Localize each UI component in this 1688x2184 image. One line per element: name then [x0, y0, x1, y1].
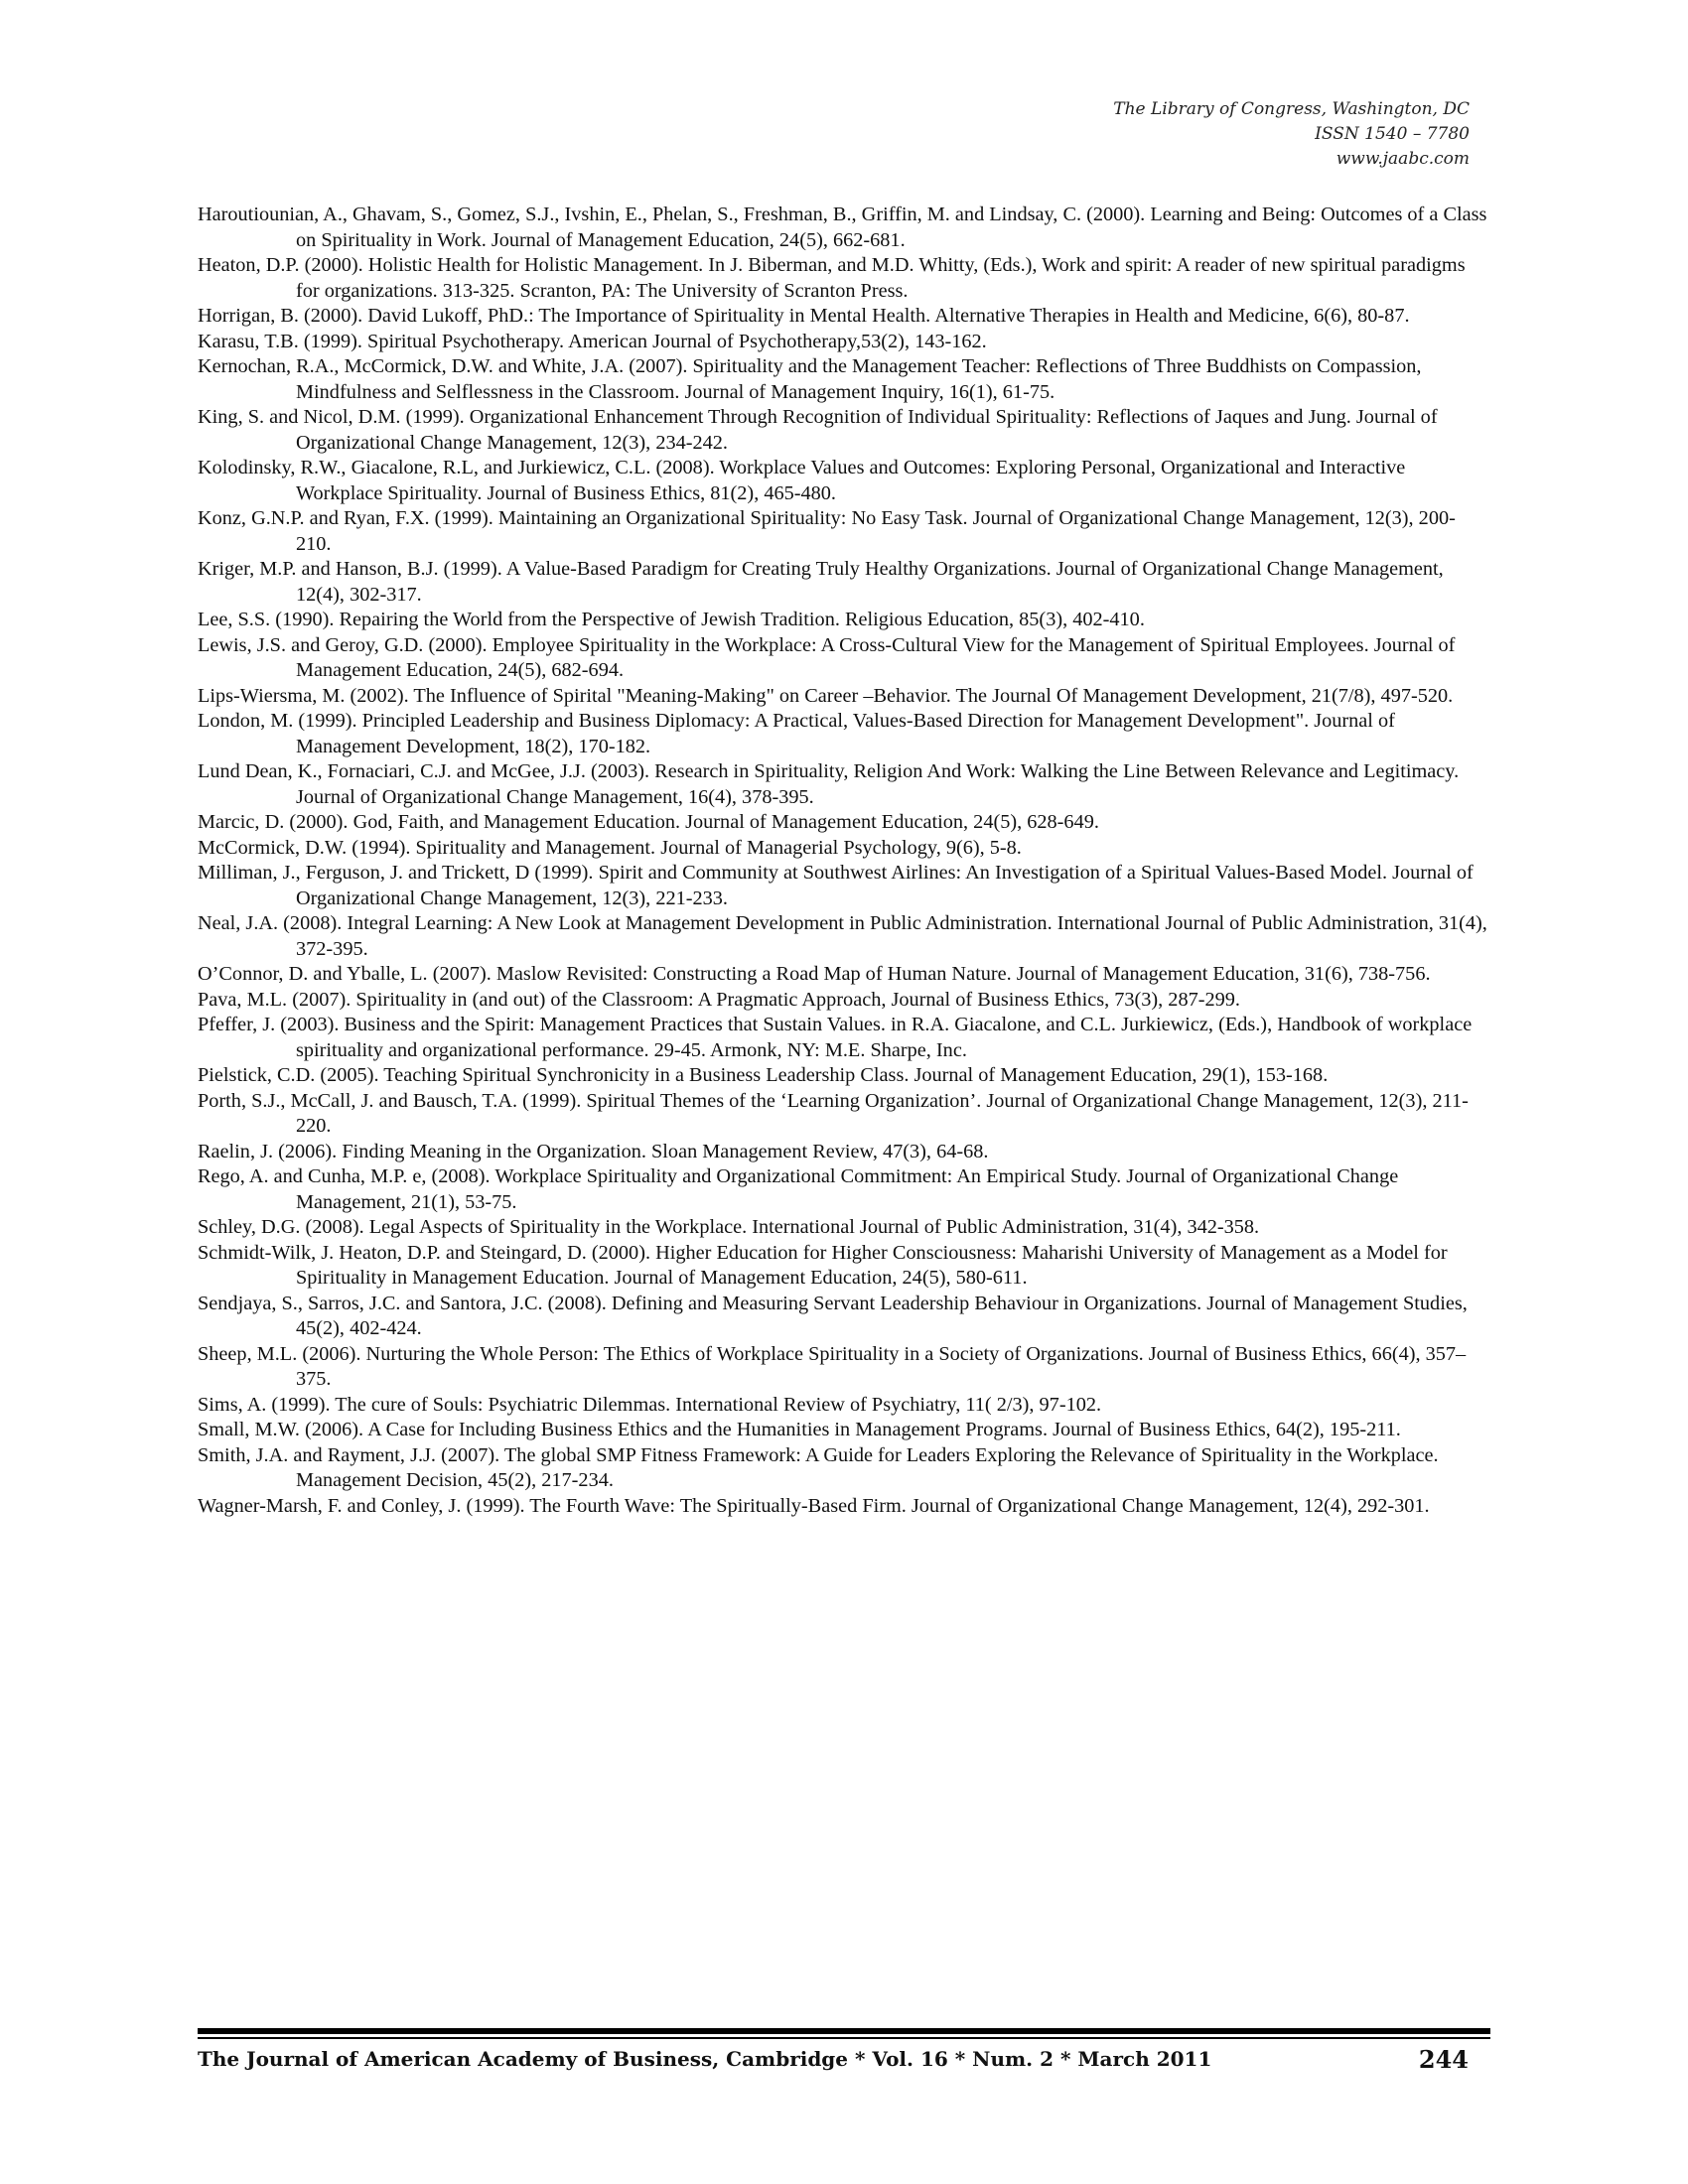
reference-entry: Sendjaya, S., Sarros, J.C. and Santora, J.C. (2008). Defining and Measuring Servant Leadership Behaviour in Organizations. Journal of Management Studies, 45(2), 402-424.	[198, 1292, 1468, 1339]
footer-rule-thin	[198, 2037, 1490, 2039]
reference-entry: Lee, S.S. (1990). Repairing the World from the Perspective of Jewish Tradition. Religious Education, 85(3), 402-410.	[198, 609, 1145, 630]
reference-entry: O’Connor, D. and Yballe, L. (2007). Maslow Revisited: Constructing a Road Map of Human Nature. Journal of Management Education, 31(6), 738-756.	[198, 963, 1431, 985]
reference-entry: Horrigan, B. (2000). David Lukoff, PhD.: The Importance of Spirituality in Mental Health. Alternative Therapies in Health and Medicine, 6(6), 80-87.	[198, 305, 1410, 327]
reference-entry: Konz, G.N.P. and Ryan, F.X. (1999). Maintaining an Organizational Spirituality: No Easy Task. Journal of Organizational Change Management, 12(3), 200-210.	[198, 507, 1456, 555]
footer-rule-thick	[198, 2028, 1490, 2034]
reference-entry: Karasu, T.B. (1999). Spiritual Psychotherapy. American Journal of Psychotherapy,53(2), 143-162.	[198, 330, 987, 352]
reference-entry: Heaton, D.P. (2000). Holistic Health for Holistic Management. In J. Biberman, and M.D. Whitty, (Eds.), Work and spirit: A reader of new spiritual paradigms for organizations. 313-325. Scranton, PA: The University of Scranton Press.	[198, 254, 1466, 302]
footer-journal-title: The Journal of American Academy of Business, Cambridge * Vol. 16 * Num. 2 * March 2011	[198, 2047, 1212, 2071]
reference-entry: Porth, S.J., McCall, J. and Bausch, T.A. (1999). Spiritual Themes of the ‘Learning Organization’. Journal of Organizational Change Management, 12(3), 211-220.	[198, 1089, 1469, 1137]
reference-entry: Neal, J.A. (2008). Integral Learning: A New Look at Management Development in Public Administration. International Journal of Public Administration, 31(4), 372-395.	[198, 912, 1487, 960]
reference-entry: Kolodinsky, R.W., Giacalone, R.L, and Jurkiewicz, C.L. (2008). Workplace Values and Outcomes: Exploring Personal, Organizational and Interactive Workplace Spirituality. Journal of Business Ethics, 81(2), 465-480.	[198, 457, 1406, 504]
reference-entry: Wagner-Marsh, F. and Conley, J. (1999). The Fourth Wave: The Spiritually-Based Firm. Journal of Organizational Change Management, 12(4), 292-301.	[198, 1494, 1430, 1517]
reference-entry: Schmidt-Wilk, J. Heaton, D.P. and Steingard, D. (2000). Higher Education for Higher Consciousness: Maharishi University of Management as a Model for Spirituality in Management Education. Journal of Management Education, 24(5), 580-611.	[198, 1241, 1448, 1289]
header-issn-line: ISSN 1540 – 7780	[1315, 124, 1470, 144]
reference-entry: Marcic, D. (2000). God, Faith, and Management Education. Journal of Management Education, 24(5), 628-649.	[198, 811, 1099, 833]
page-footer	[198, 2047, 1490, 2077]
reference-entry: Haroutiounian, A., Ghavam, S., Gomez, S.J., Ivshin, E., Phelan, S., Freshman, B., Griffin, M. and Lindsay, C. (2000). Learning and Being: Outcomes of a Class on Spirituality in Work. Journal of Management Education, 24(5), 662-681.	[198, 204, 1487, 251]
reference-entry: Lips-Wiersma, M. (2002). The Influence of Spirital "Meaning-Making" on Career –Behavior. The Journal Of Management Development, 21(7/8), 497-520.	[198, 684, 1454, 707]
reference-list	[198, 203, 1488, 1519]
reference-entry: McCormick, D.W. (1994). Spirituality and Management. Journal of Managerial Psychology, 9(6), 5-8.	[198, 836, 1022, 859]
reference-entry: Lewis, J.S. and Geroy, G.D. (2000). Employee Spirituality in the Workplace: A Cross-Cultural View for the Management of Spiritual Employees. Journal of Management Education, 24(5), 682-694.	[198, 633, 1456, 681]
header-library-line: The Library of Congress, Washington, DC	[1113, 99, 1470, 119]
reference-entry: Small, M.W. (2006). A Case for Including Business Ethics and the Humanities in Management Programs. Journal of Business Ethics, 64(2), 195-211.	[198, 1419, 1401, 1440]
header-website-line: www.jaabc.com	[1336, 149, 1470, 169]
reference-entry: Lund Dean, K., Fornaciari, C.J. and McGee, J.J. (2003). Research in Spirituality, Religion And Work: Walking the Line Between Relevance and Legitimacy. Journal of Organizational Change Management, 16(4), 378-395.	[198, 760, 1460, 808]
reference-entry: Pava, M.L. (2007). Spirituality in (and out) of the Classroom: A Pragmatic Approach, Journal of Business Ethics, 73(3), 287-299.	[198, 988, 1240, 1011]
reference-entry: Milliman, J., Ferguson, J. and Trickett, D (1999). Spirit and Community at Southwest Airlines: An Investigation of a Spiritual Values-Based Model. Journal of Organizational Change Management, 12(3), 221-233.	[198, 862, 1474, 909]
page-number: 244	[1418, 2045, 1469, 2074]
reference-entry: Kriger, M.P. and Hanson, B.J. (1999). A Value-Based Paradigm for Creating Truly Healthy Organizations. Journal of Organizational Change Management, 12(4), 302-317.	[198, 558, 1444, 606]
reference-entry: Smith, J.A. and Rayment, J.J. (2007). The global SMP Fitness Framework: A Guide for Leaders Exploring the Relevance of Spirituality in the Workplace. Management Decision, 45(2), 217-234.	[198, 1443, 1439, 1491]
reference-entry: Pielstick, C.D. (2005). Teaching Spiritual Synchronicity in a Business Leadership Class. Journal of Management Education, 29(1), 153-168.	[198, 1064, 1329, 1086]
reference-entry: Sims, A. (1999). The cure of Souls: Psychiatric Dilemmas. International Review of Psychiatry, 11( 2/3), 97-102.	[198, 1393, 1102, 1416]
reference-entry: Raelin, J. (2006). Finding Meaning in the Organization. Sloan Management Review, 47(3), 64-68.	[198, 1140, 989, 1162]
reference-entry: Kernochan, R.A., McCormick, D.W. and White, J.A. (2007). Spirituality and the Management Teacher: Reflections of Three Buddhists on Compassion, Mindfulness and Selflessness in the Classroom. Journal of Management Inquiry, 16(1), 61-75.	[198, 355, 1422, 403]
reference-entry: King, S. and Nicol, D.M. (1999). Organizational Enhancement Through Recognition of Individual Spirituality: Reflections of Jaques and Jung. Journal of Organizational Change Management, 12(3), 234-242.	[198, 406, 1438, 454]
reference-entry: Pfeffer, J. (2003). Business and the Spirit: Management Practices that Sustain Values. in R.A. Giacalone, and C.L. Jurkiewicz, (Eds.), Handbook of workplace spirituality and organizational performance. 29-45. Armonk, NY: M.E. Sharpe, Inc.	[198, 1014, 1473, 1061]
reference-entry: London, M. (1999). Principled Leadership and Business Diplomacy: A Practical, Values-Based Direction for Management Development". Journal of Management Development, 18(2), 170-182.	[198, 710, 1395, 757]
reference-entry: Sheep, M.L. (2006). Nurturing the Whole Person: The Ethics of Workplace Spirituality in a Society of Organizations. Journal of Business Ethics, 66(4), 357–375.	[198, 1342, 1467, 1390]
page-header	[1113, 97, 1470, 172]
reference-entry: Rego, A. and Cunha, M.P. e, (2008). Workplace Spirituality and Organizational Commitment: An Empirical Study. Journal of Organizational Change Management, 21(1), 53-75.	[198, 1165, 1399, 1213]
reference-entry: Schley, D.G. (2008). Legal Aspects of Spirituality in the Workplace. International Journal of Public Administration, 31(4), 342-358.	[198, 1216, 1260, 1238]
